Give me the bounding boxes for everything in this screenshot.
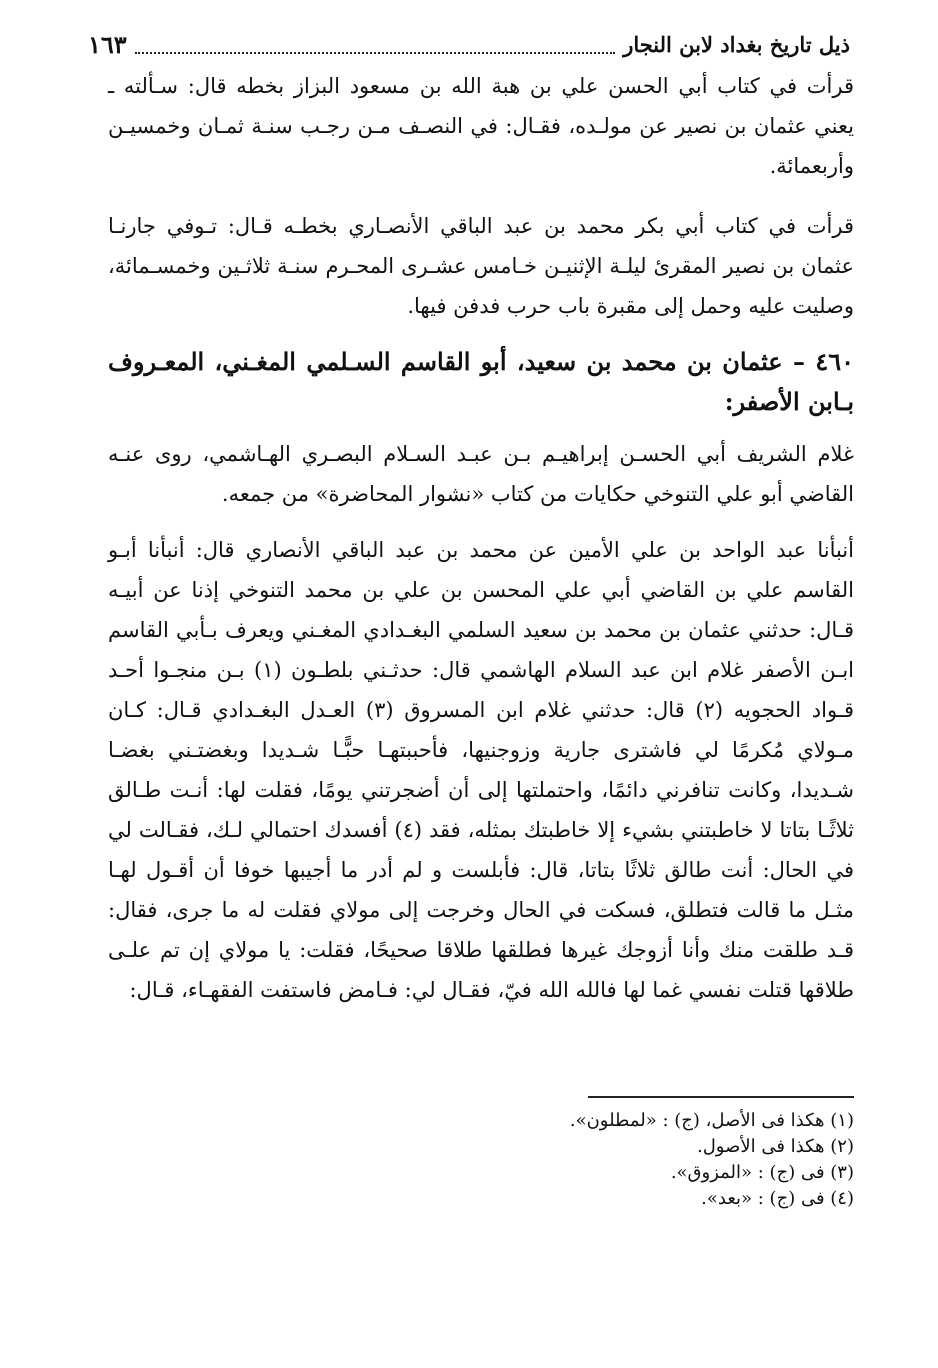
footnote-3: (٣) فى (ج) : «المزوق». [670, 1162, 854, 1183]
footnote-divider [588, 1096, 854, 1098]
main-text [108, 66, 854, 1010]
paragraph-1: قرأت في كتاب أبي الحسن علي بن هبة الله بن مسعود البزاز بخطه قال: سـألته ـ يعني عثمان بن نصير عن مولـده، فقـال: في النصـف مـن رجـب سنـة ثمـان وخمسيـن وأربعمائة. [108, 74, 854, 178]
header-dot-leader [135, 34, 616, 54]
footnote-4: (٤) فى (ج) : «بعد». [701, 1188, 854, 1209]
book-title: ذيل تاريخ بغداد لابن النجار [623, 31, 850, 57]
footnote-1: (١) هكذا فى الأصل، (ج) : «لمطلون». [569, 1110, 854, 1131]
paragraph-4: أنبأنا عبد الواحد بن علي الأمين عن محمد بن عبد الباقي الأنصاري قال: أنبأنا أبـو القاسم علي بن القاضي أبي علي المحسن بن علي بن محمد التنوخي إذنا عن أبيـه قـال: حدثني عثمان بن محمد بن سعيد السلمي البغـدادي المغـني ويعرف بـأبي القاسم ابـن الأصفر غلام ابن عبد السلام الهاشمي قال: حدثـني بلطـون (١) بـن منجـوا أحـد قـواد الحجويه (٢) قال: حدثني غلام ابن المسروق (٣) العـدل البغـدادي قـال: كـان مـولاي مُكرمًا لي فاشترى جارية وزوجنيها، فأحببتهـا حبًّـا شـديدا وبغضتـني بغضـا شـديدا، وكانت تنافرني دائمًا، واحتملتها إلى أن أضجرتني يومًا، فقلت لها: أنـت طـالق ثلاثًـا بتاتا لا خاطبتني بشيء إلا خاطبتك بمثله، فقد (٤) أفسدك احتمالي لـك، فقـالت لي في الحال: أنت طالق ثلاثًا بتاتا، قال: فأبلست و لم أدر ما أجيبها خوفا أن أقـول لهـا مثـل ما قالت فتطلق، فسكت في الحال وخرجت إلى مولاي فقلت له ما جرى، فقال: قـد طلقت منك وأنا أزوجك غيرها فطلقها طلاقا صحيحًا، فقلت: يا مولاي إن تم علـى طلاقها قتلت نفسي غما لها فالله الله فيّ، فقـال لي: فـامض فاستفت الفقهـاء، قـال: [108, 538, 855, 1002]
page-number: ١٦٣ [88, 29, 127, 59]
footnotes [494, 1108, 854, 1212]
entry-heading: ٤٦٠ – عثمان بن محمد بن سعيد، أبو القاسم السـلمي المغـني، المعـروف بـابن الأصفر: [108, 347, 854, 416]
footnote-2: (٢) هكذا فى الأصول. [696, 1136, 854, 1157]
paragraph-3: غلام الشريف أبي الحسـن إبراهيـم بـن عبـد السـلام البصـري الهـاشمي، روى عنـه القاضي أبو علي التنوخي حكايات من كتاب «نشوار المحاضرة» من جمعه. [108, 442, 854, 506]
running-header [88, 26, 850, 62]
paragraph-2: قرأت في كتاب أبي بكر محمد بن عبد الباقي الأنصـاري بخطـه قـال: تـوفي جارنـا عثمان بن نصير المقرئ ليلـة الإثنيـن خـامس عشـرى المحـرم سنـة ثلاثـين وخمسـمائة، وصليت عليه وحمل إلى مقبرة باب حرب فدفن فيها. [108, 214, 854, 318]
